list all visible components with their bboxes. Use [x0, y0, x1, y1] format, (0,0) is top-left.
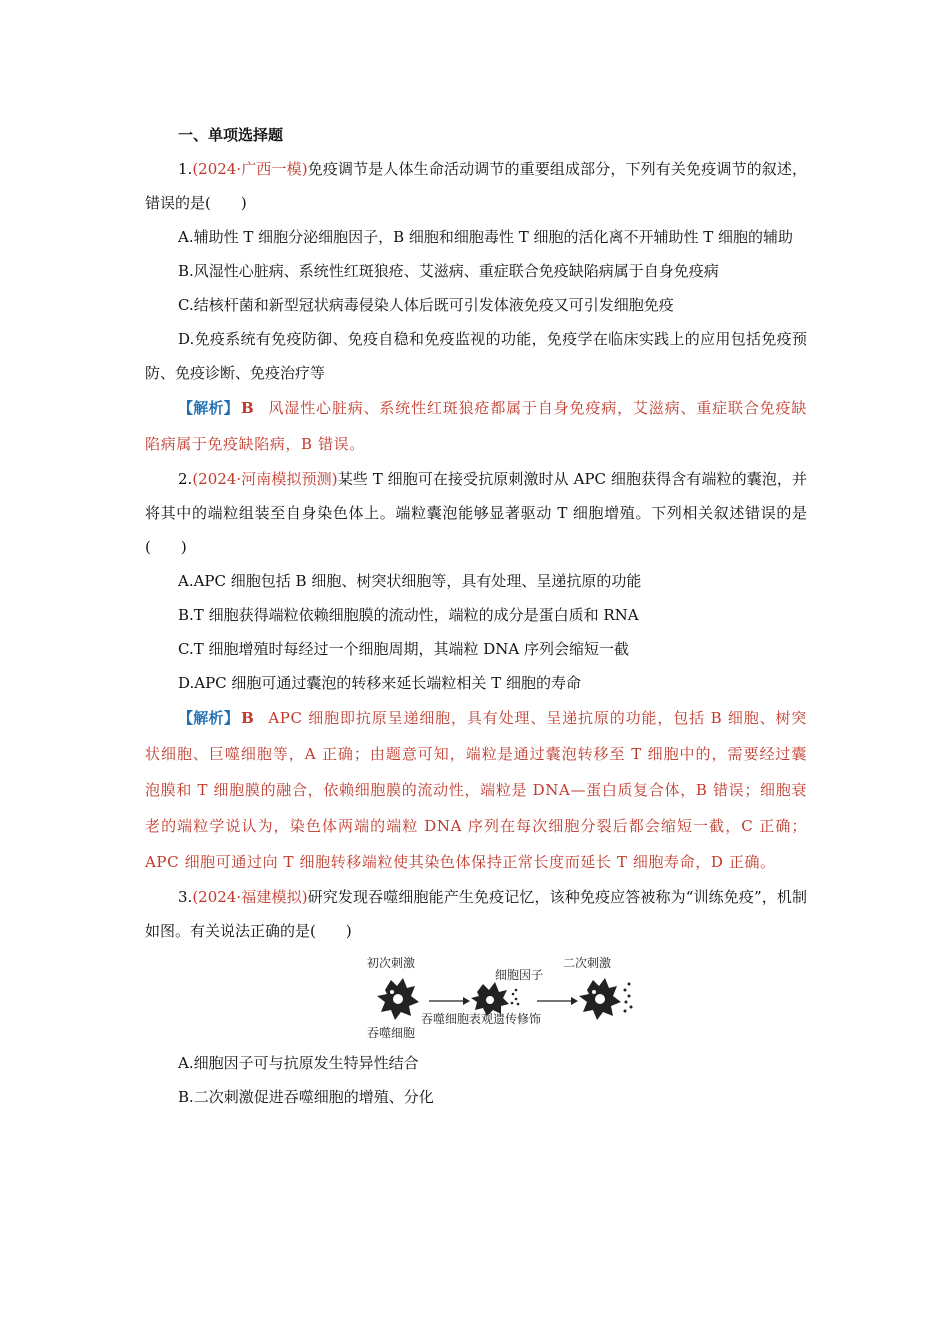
answer-explanation [145, 390, 807, 462]
option-a: A.APC 细胞包括 B 细胞、树突状细胞等，具有处理、呈递抗原的功能 [178, 572, 642, 590]
question-number: 3. [178, 888, 193, 906]
question-source: (2024·广西一模) [192, 160, 308, 178]
answer-letter: B [240, 399, 255, 417]
option-a: A.辅助性 T 细胞分泌细胞因子，B 细胞和细胞毒性 T 细胞的活化离不开辅助性 T 细胞的辅助 [178, 228, 794, 246]
question-number: 1. [178, 160, 193, 178]
document-page [145, 118, 807, 1114]
answer-explanation [145, 700, 807, 880]
answer-text: 风湿性心脏病、系统性红斑狼疮都属于自身免疫病，艾滋病、重症联合免疫缺陷病属于免疫缺陷病，B 错误。 [145, 399, 807, 453]
macrophage-cell-3 [579, 978, 633, 1020]
answer-letter: B [241, 709, 255, 727]
answer-text: APC 细胞即抗原呈递细胞，具有处理、呈递抗原的功能，包括 B 细胞、树突状细胞、巨噬细胞等，A 正确；由题意可知，端粒是通过囊泡转移至 T 细胞中的，需要经过囊泡膜和 T 细胞膜的融合，依赖细胞膜的流动性，端粒是 DNA—蛋白质复合体，B 错误；细胞衰老的端粒学说认为，染色体两端的端粒 DNA 序列在每次细胞分裂后都会缩短一截，C 正确；APC 细胞可通过向 T 细胞转移端粒使其染色体保持正常长度而延长 T 细胞寿命，D 正确。 [145, 709, 807, 871]
question-2 [145, 462, 807, 880]
question-1-stem [145, 152, 807, 220]
question-source: (2024·河南模拟预测) [192, 470, 338, 488]
label-first-stimulus: 初次刺激 [367, 956, 416, 970]
option-d: D.APC 细胞可通过囊泡的转移来延长端粒相关 T 细胞的寿命 [178, 674, 581, 692]
label-macrophage: 吞噬细胞 [367, 1026, 416, 1040]
question-3-stem [145, 880, 807, 948]
option-a: A.细胞因子可与抗原发生特异性结合 [178, 1054, 419, 1072]
question-3 [145, 880, 807, 1114]
label-cytokine: 细胞因子 [495, 968, 544, 982]
macrophage-cell-1 [377, 978, 419, 1020]
label-epigenetic-modification: 吞噬细胞表观遗传修饰 [421, 1012, 542, 1026]
label-second-stimulus: 二次刺激 [563, 956, 612, 970]
question-number: 2. [178, 470, 193, 488]
option-d: D.免疫系统有免疫防御、免疫自稳和免疫监视的功能，免疫学在临床实践上的应用包括免疫预防、免疫诊断、免疫治疗等 [145, 330, 807, 382]
section-title: 一、单项选择题 [178, 126, 284, 144]
question-source: (2024·福建模拟) [192, 888, 308, 906]
option-c: C.结核杆菌和新型冠状病毒侵染人体后既可引发体液免疫又可引发细胞免疫 [178, 296, 674, 314]
answer-tag: 【解析】 [178, 399, 239, 417]
arrow-icon [537, 997, 578, 1005]
option-c: C.T 细胞增殖时每经过一个细胞周期，其端粒 DNA 序列会缩短一截 [178, 640, 630, 658]
option-b: B.T 细胞获得端粒依赖细胞膜的流动性，端粒的成分是蛋白质和 RNA [178, 606, 639, 624]
option-b: B.二次刺激促进吞噬细胞的增殖、分化 [178, 1088, 434, 1106]
arrow-icon [429, 997, 470, 1005]
answer-tag: 【解析】 [178, 709, 240, 727]
question-text: 免疫调节是人体生命活动调节的重要组成部分，下列有关免疫调节的叙述，错误的是( ) [145, 160, 807, 212]
training-immunity-diagram [367, 954, 637, 1042]
question-text: 某些 T 细胞可在接受抗原刺激时从 APC 细胞获得含有端粒的囊泡，并将其中的端粒组装至自身染色体上。端粒囊泡能够显著驱动 T 细胞增殖。下列相关叙述错误的是( ) [145, 470, 808, 556]
question-1 [145, 152, 807, 462]
question-2-stem [145, 462, 807, 564]
option-b: B.风湿性心脏病、系统性红斑狼疮、艾滋病、重症联合免疫缺陷病属于自身免疫病 [178, 262, 719, 280]
question-text: 研究发现吞噬细胞能产生免疫记忆，该种免疫应答被称为“训练免疫”，机制如图。有关说法正确的是( ) [145, 888, 807, 940]
